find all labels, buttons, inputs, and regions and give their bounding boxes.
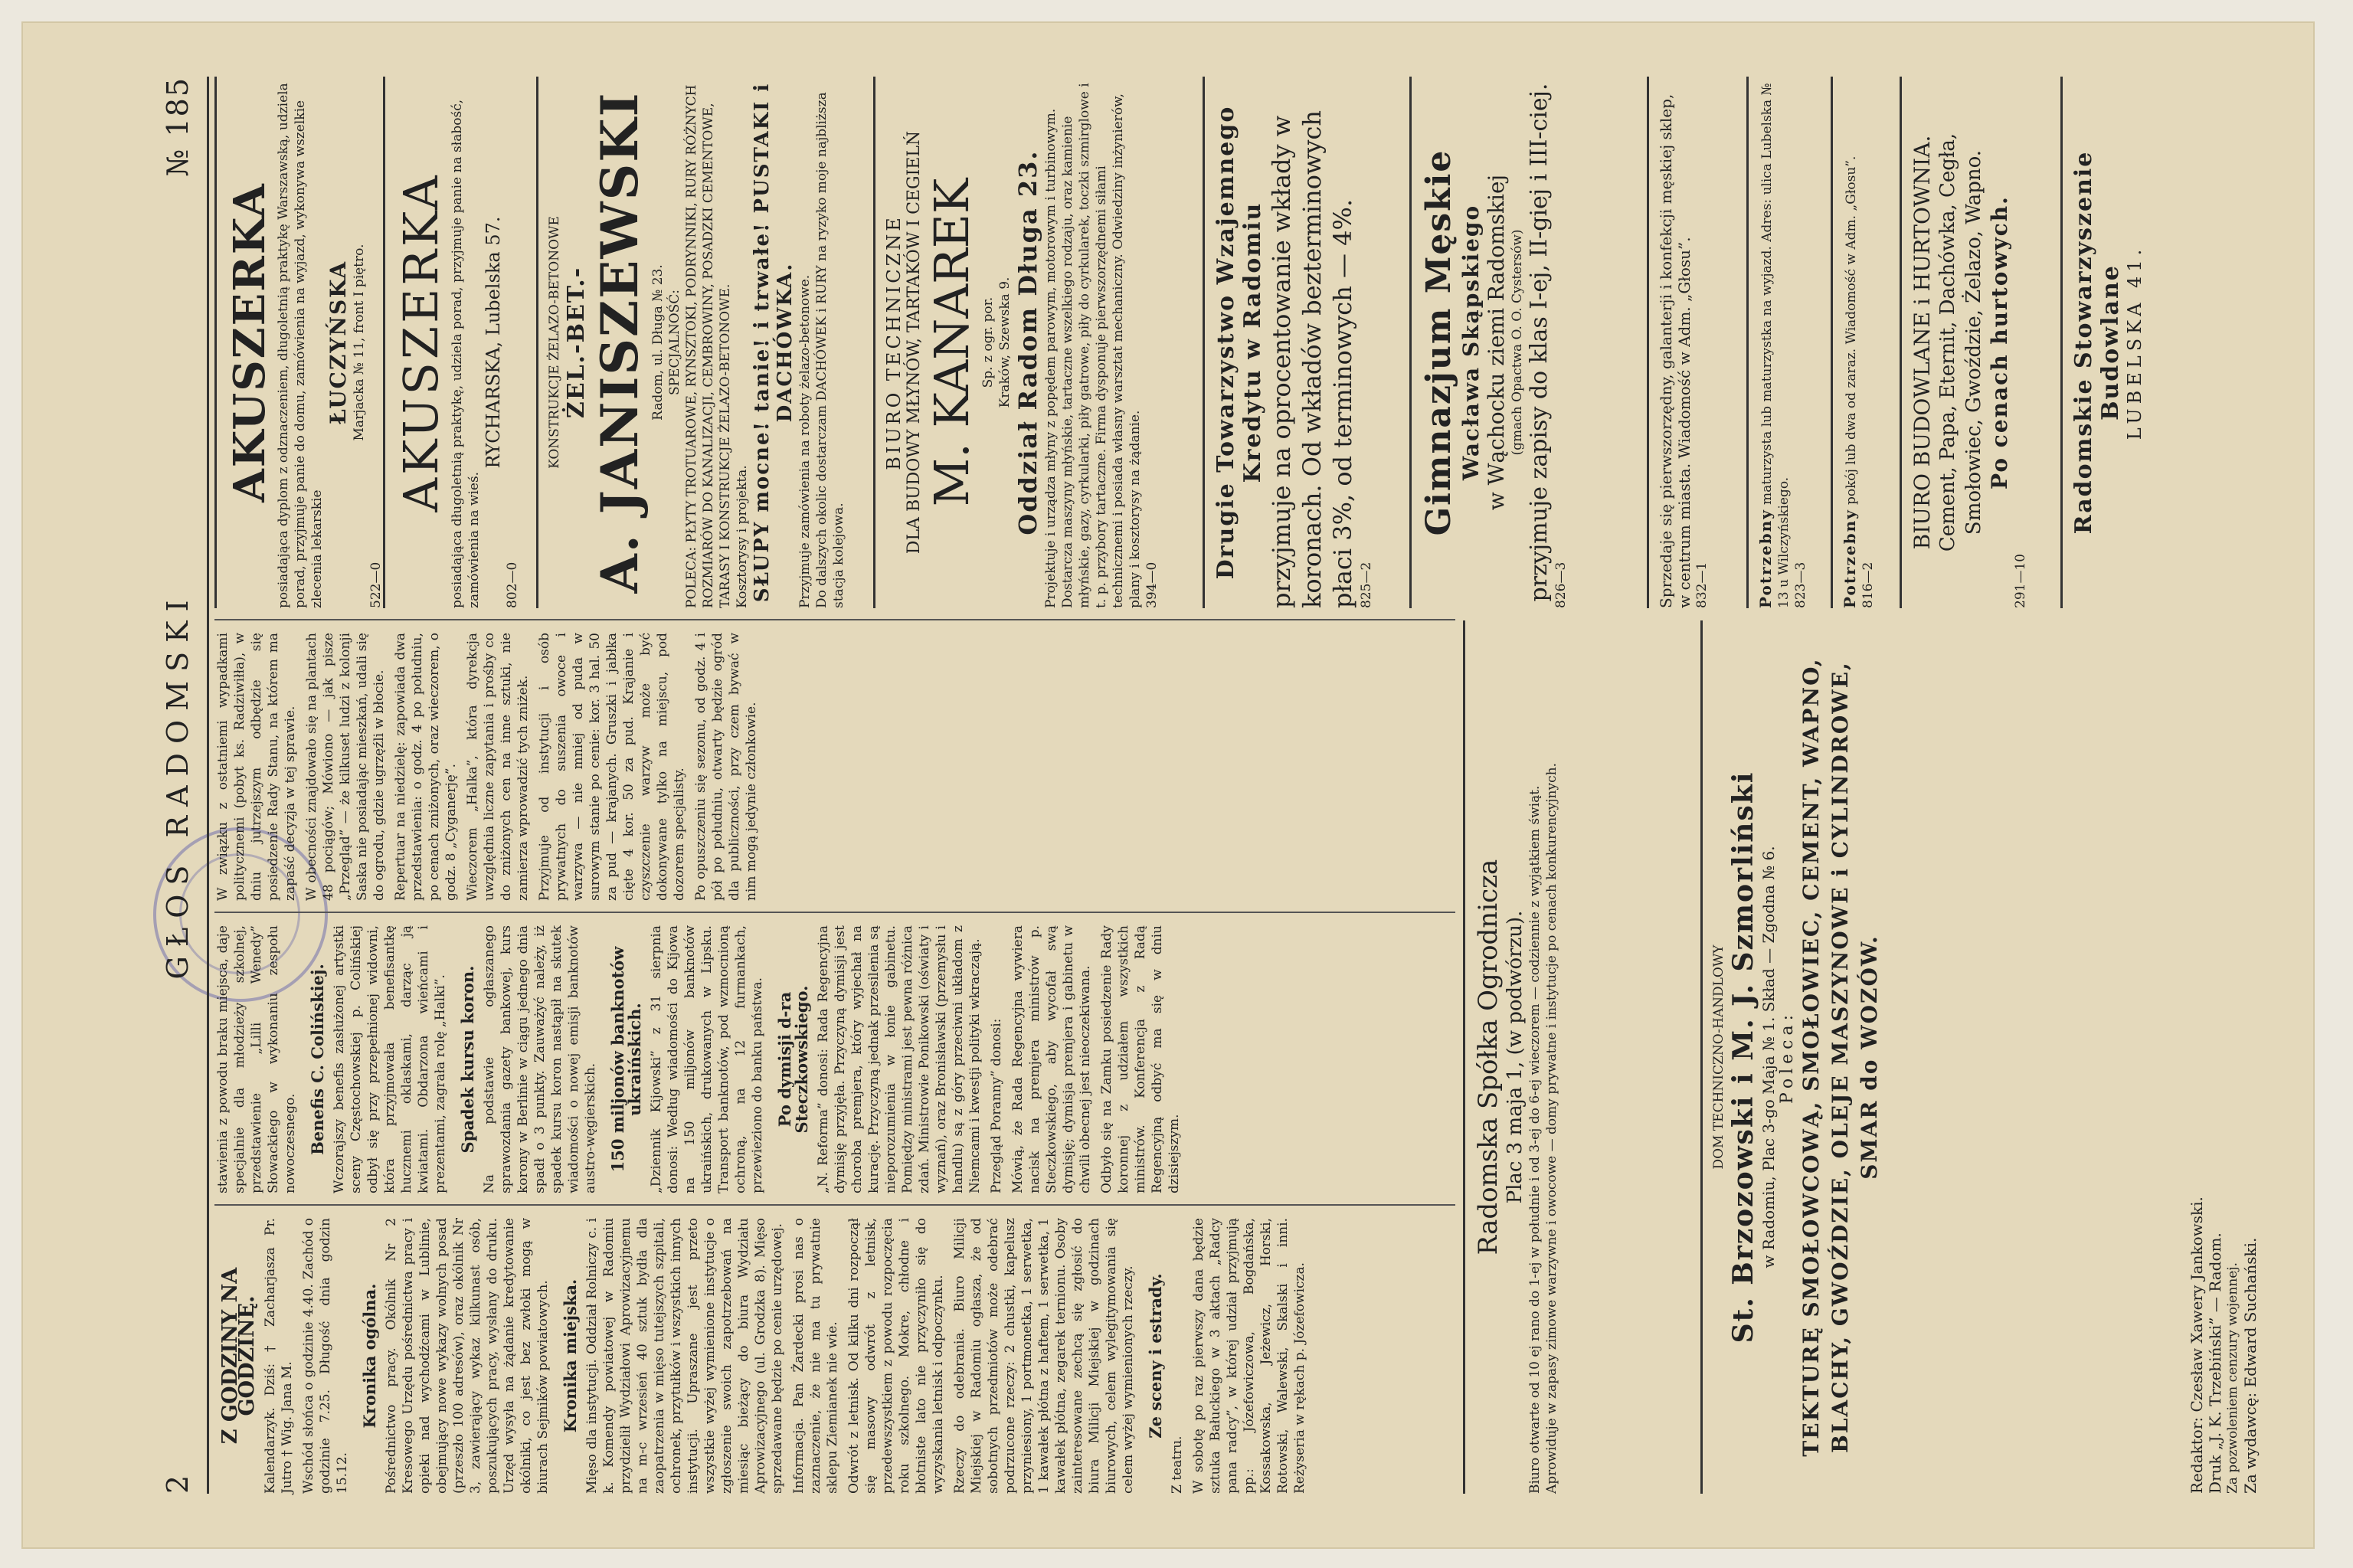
ad-list: POLECA: PŁYTY TROTUAROWE, RYNSZTOKI, PODRYNNIKI, RURY RÓŻNYCH ROZMIARÓW DO KANALIZACJI, CEMBROWINY, POSADZKI CEMENTOWE, TARASY I KONSTRUKCJE ŻELAZO-BETONOWE. [684, 84, 733, 608]
ad-address: w Radomiu, Plac 3-go Maja № 1. Skład — Zgodna № 6. [1759, 846, 1778, 1268]
article-text: „Dziennik Kijowski” z 31 sierpnia donosi: Według wiadomości do Kijowa na 150 miljonów banknotów ukraińskich, drukowanych w Lipsku. Transport banknotów, pod wzmocnioną ochroną, na 12 furmankach, przewieziono do banku państwa. [649, 925, 765, 1193]
footer-censor: Za pozwoleniem cenzury wojennej. [2225, 1262, 2240, 1494]
ad-body: pokój lub dwa od zaraz. Wiadomość w Adm. „Głosu”. [1844, 155, 1859, 506]
article-text: Repertuar na niedzielę: zapowiada dwa przedstawienia: o godz. 4 po południu, po cenach zniżonych, oraz wieczorem, o godz. 8 „Cyganerję”. [393, 633, 459, 901]
ad-poleca: Poleca: [1778, 1010, 1797, 1105]
article-text: Odwrót z letnisk. Od kilku dni rozpoczął się masowy odwrót z letnisk, przedewszystkiem z powodu rozpoczęcia roku szkolnego. Mokre, chłodne i błotniste lato nie przyczyniło się do wyzyskania letnisk i odpoczynku. [846, 1218, 946, 1494]
ad-wanted-1 [1746, 77, 1833, 608]
ad-kicker: KONSTRUKCJE ŻELAZO-BETONOWE [547, 216, 562, 469]
ad-hours: Biuro otwarte od 10 ej rano do 1-ej w południe i od 3-ej do 6-ej wieczorem — codziennie z wyjątkiem świąt. [1527, 785, 1543, 1494]
masthead-title: GŁOS RADOMSKI [161, 591, 195, 980]
ad-address: LUBELSKA 41. [2124, 244, 2145, 440]
section-heading: Ze sceny i estrady. [1146, 1273, 1165, 1439]
article-text: Rzeczy do odebrania. Biuro Milicji Miejskiej w Radomiu ogłasza, że od sobotnych przedmiotów może odebrać podrzucone rzeczy: 2 chustki, kapelusz przyniesiony, 1 portmonetka, 1 serwetka, 1 kawałek płótna z haftem, 1 serwetka, 1 kawałek płótna, zegarek ternionu. Osoby zainteresowane zechcą się zgłosić do biura Milicji Miejskiej w godzinach biurowych, celem wylegitymowania się celem wyżej wymienionych rzeczy. [952, 1218, 1136, 1494]
ad-title: St. Brzozowski i M. J. Szmorliński [1727, 771, 1759, 1344]
ad-body: przyjmuje zapisy do klas I-ej, II-giej i III-ciej. [1526, 83, 1553, 602]
page-header [153, 77, 207, 1494]
ad-body: Sprzedaje się pierwszorzędny, galanterji i konfekcji męskiej sklep, w centrum miasta. Wiadomość w Adm. „Głosu”. [1657, 93, 1694, 608]
ad-body: posiadająca dyplom z odznaczeniem, długoletnią praktykę Warszawską, udziela porad, przyjmuje panie do domu, zamówienia na wyjazd, wykonywa wszelkie zlecenia lekarskie [276, 83, 325, 608]
ad-name: ŁUCZYŃSKA [326, 260, 351, 425]
news-column-3 [214, 633, 1455, 901]
article-text: Odbyło się na Zamku posiedzenie Rady koronnej z udziałem wszystkich ministrów. Konferencja z Radą Regencyjną odbyć ma się w dniu dzisiejszym. [1099, 925, 1182, 1193]
ad-code: 826—3 [1553, 561, 1569, 608]
ad-spolka-ogrodnicza [1463, 620, 1703, 1494]
ad-name: M. KANAREK [924, 178, 980, 507]
footer-publisher: Za wydawcę: Edward Suchański. [2241, 1237, 2260, 1494]
ad-title: Radomskie Stowarzyszenie Budowlane [2070, 150, 2124, 535]
ad-biuro-budowlane [1900, 77, 2063, 608]
ad-kosztorys: Kosztorysy i projekta. [735, 465, 750, 608]
ad-label: Potrzebny [1756, 509, 1775, 608]
ad-wanted-2 [1831, 77, 1902, 608]
article-text: stawienia z powodu braku miejsca, daje specjalnie dla młodzieży szkolnej, przedstawienie „Lilli Wenedy” Słowackiego w wykonaniu zespołu nowoczesnego. [215, 925, 298, 1193]
ad-rail: Do dalszych okolic dostarczam DACHÓWEK i RURY na ryzyko moje najbliższa stacja kolejowa. [814, 92, 846, 608]
article-text: Informacja. Pan Żardecki prosi nas o zaznaczenie, że nie ma tu prywatnie sklepu Ziemianek nie wie. [791, 1218, 840, 1494]
ad-address: Radom, ul. Długa № 23. [650, 264, 666, 421]
ad-label: Potrzebny [1841, 509, 1859, 608]
ad-body: maturzysta lub maturzystka na wyjazd. Adres: ulica Lubelska № 13 u Wilczyńskiego. [1759, 83, 1792, 608]
ad-code: 816—2 [1860, 561, 1876, 608]
calendar-text: Kalendarzyk. Dziś: † Zacharjasza Pr. Jutro † Wig. Jana M. [263, 1218, 295, 1494]
ad-body: Cement, Papa, Eternit, Dachówka, Cegła, Smołowiec, Gwoździe, Żelazo, Wapno. [1936, 133, 1985, 552]
ad-name: Wacława Skąpskiego [1458, 204, 1484, 481]
section-heading: Spadek kursu koron. [458, 965, 477, 1154]
subheading: Z teatru. [1170, 1435, 1185, 1494]
ad-kanarek [873, 77, 1205, 608]
ad-branch: Oddział Radom Długa 23. [1013, 149, 1042, 535]
section-heading: 150 miljonów banknotów ukraińskich. [608, 946, 644, 1173]
article-text: Mówią, że Rada Regencyjna wywiera nacisk na premjera ministrów p. Steczkowskiego, aby wycofał swą dymisję; dymisja premjera i gabinetu w chwili obecnej jest nieoczekiwana. [1010, 925, 1093, 1193]
ad-title: AKUSZERKA [224, 182, 275, 502]
ad-code: 802—0 [505, 561, 520, 608]
ad-akuszerka-2 [383, 77, 538, 608]
ad-slogan: SŁUPY mocne! tanie! i trwałe! PUSTAKI i DACHÓWKA. [751, 82, 797, 603]
ad-address: RYCHARSKA, Lubelska 57. [483, 216, 504, 469]
ad-note: Przyjmuje zamówienia na roboty żelazo-betonowe. [797, 274, 813, 608]
section-heading: Kronika miejska. [561, 1278, 580, 1433]
section-heading: Po dymisji d-ra Steczkowskiego. [775, 985, 811, 1134]
rotated-page [23, 23, 2313, 1547]
news-column-1 [214, 1218, 1455, 1494]
ad-code: 394—0 [1144, 561, 1160, 608]
article-text: Wieczorem „Halka”, która dyrekcja uwzględnia liczne zapytania i prośby co do zniżonych cen na inne sztuki, nie zamierza wprowadzić tych zniżek. [465, 633, 531, 901]
ad-price: Po cenach hurtowych. [1987, 195, 2012, 489]
section-heading: Kronika ogólna. [360, 1283, 379, 1429]
sun-text: Wschód słońca o godzinie 4.40. Zachód o godzinie 7.25. Długość dnia godzin 15.12. [301, 1218, 350, 1494]
ad-title: AKUSZERKA [393, 172, 449, 512]
section-heading: Benefis C. Colińskiej. [308, 964, 327, 1155]
ad-body: przyjmuje na oprocentowanie wkłady w koronach. Od wkładów bezterminowych płaci 3%, od terminowych — 4%. [1267, 110, 1357, 608]
ad-kicker: BIURO TECHNICZNE [883, 214, 905, 470]
footer-printer: Druk „J. K. Trzebiński” — Radom. [2206, 1232, 2224, 1494]
ad-brzozowski [1700, 620, 2063, 1494]
ad-code: 825—2 [1359, 561, 1374, 608]
ad-name: A. JANISZEWSKI [590, 91, 650, 594]
page-footer [2188, 77, 2260, 1494]
subheading: Przegląd Poranny” donosi: [989, 1018, 1004, 1193]
ad-title: BIURO BUDOWLANE i HURTOWNIA. [1910, 135, 1935, 550]
page-number: 2 [161, 1465, 195, 1494]
ad-code: 823—3 [1793, 561, 1808, 608]
ad-body: Projektuje i urządza młyny z popędem parowym, motorowym i turbinowym. Dostarcza maszyny młyńskie, tartaczne wszelkiego rodzaju, oraz kamienie młyńskie, gazy, cyrkularki, piły gatrowe, piły do cyrkularek, toczki szmirglowe i t. p. przybory tartaczne. Firma dysponuje pierwszorzędnemi siłami technicznemi i posiada własny warsztat mechaniczny. Odwiedziny inżynierów, plany i kosztorysy na żądanie. [1043, 83, 1143, 608]
article-text: „N. Reforma” donosi: Rada Regencyjna dymisję przyjęła. Przyczyną dymisji jest choroba premjera, który wyjechał na kurację. Przyczyną jednak przesilenia są nieporozumienia w łonie gabinetu. Pomiędzy ministrami jest pewna różnica zdań. Ministrowie Ponikowski (oświaty i wyznań), oraz Bronisławski (przemysłu i handlu) są z góry przeciwni układom z Niemcami i kwestji polityki wkraczają. [816, 925, 983, 1193]
article-text: Mięso dla instytucji. Oddział Rolniczy c. i k. Komendy powiatowej w Radomiu przydzielił Wydziałowi Aprowizacyjnemu na m-c wrzesień 40 sztuk bydła dla zaopatrzenia w mięso tutejszych szpitali, ochronek, przytułków i wszystkich innych instytucji. Upraszane jest przeto wszystkie wyżej wymienione instytucje o zgłoszenie swoich zapotrzebowań na miesiąc bieżący do biura Wydziału Aprowizacyjnego (ul. Grodzka 8). Mięso sprzedawane będzie po cenie urzędowej. [584, 1218, 785, 1494]
ad-code: 291—10 [2013, 553, 2028, 608]
ad-stowarzyszenie [2060, 77, 2145, 608]
issue-number: № 185 [161, 77, 195, 177]
column-title: Z GODZINY NA GODZINĘ. [218, 1267, 259, 1445]
article-text: Na podstawie ogłaszanego sprawozdania gazety bankowej, kurs korony w Berlinie w ciągu jednego dnia spadł o 3 punkty. Zauważyć należy, iż spadek kursu koron nastąpił na skutek wiadomości o nowej emisji banknotów austro-węgierskich. [482, 925, 598, 1193]
ad-title: Gimnazjum Męskie [1419, 149, 1458, 536]
ad-address: Marjacka № 11, front I piętro. [352, 244, 367, 441]
article-text: Pośrednictwo pracy. Okólnik Nr 2 Kresowego Urzędu pośrednictwa pracy i opieki nad wychodźcami w Lublinie, obejmujący nowe wykazy wolnych posad (przeszło 100 adresów), oraz okólnik Nr 3, zawierający wykaz kilkunast osób, poszukujących pracy, wysłany do druku. Urzęd wysyła na żądanie kredytowanie okólniki, co jest bez zwłoki mogą w biurach Sejmików powiatowych. [384, 1218, 551, 1494]
article-text: Wczorajszy benefis zasłużonej artystki sceny Częstochowskiej p. Colińskiej odbył się przy przepełnionej widowni, która przyjmowała benefisantkę hucznemi oklaskami, darząc ją kwiatami. Obdarzona wieńcami i prezentami, zagrała rolę „Halki”. [332, 925, 448, 1193]
ad-address: Plac 3 maja 1, (w podwórzu). [1504, 910, 1527, 1204]
ad-credit-society [1203, 77, 1412, 608]
article-text: W obecności znajdowało się na plantach 48 pociągów; Mówiono — jak pisze „Przegląd” — że kilkuset ludzi z kolonji Saska nie posiadając mieszkań, udali się do ogrodu, gdzie ugrzęźli w błocie. [304, 633, 387, 901]
footer-editor: Redaktor: Czesław Xawery Jankowski. [2188, 1196, 2206, 1494]
ad-code: 522—0 [368, 561, 384, 608]
news-column-2 [214, 925, 1455, 1193]
ad-shop-sale [1647, 77, 1749, 608]
ad-body: posiadająca długoletnią praktykę, udziela porad, przyjmuje panie na słabość, zamówienia na wieś. [450, 99, 482, 608]
article-text: Przyjmuje od instytucji i osób prywatnych do suszenia owoce i warzywa — nie mniej od puda w surowym stanie po cenie: kor. 3 hal. 50 za pud — krajanych. Gruszki i jabłka cięte 4 kor. 50 za pud. Krajanie i czyszczenie warzyw może być dokonywane tylko na miejscu, pod dozorem specjalisty. [537, 633, 687, 901]
ad-akuszerka-1 [214, 77, 385, 608]
ad-title: Radomska Spółka Ogrodnicza [1473, 859, 1504, 1255]
newspaper-sheet [23, 23, 2313, 1547]
article-text: W sobotę po raz pierwszy dana będzie sztuka Bałuckiego w 3 aktach „Radcy pana radcy”, w której udział przyjmują pp.: Józefowiczowa, Bogdańska, Kossakowska, Jeżewicz, Horski, Rotowski, Walewski, Skalski i inni. Reżyseria w rękach p. Józefowicza. [1191, 1218, 1307, 1494]
ad-sub: DLA BUDOWY MŁYNÓW, TARTAKÓW I CEGIELŃ [905, 130, 924, 555]
ad-janiszewski [536, 77, 875, 608]
ad-brand: ŻEL.-BET.- [563, 266, 590, 419]
ad-kicker: DOM TECHNICZNO-HANDLOWY [1711, 944, 1726, 1170]
article-text: Po opuszczeniu się sezonu, od godz. 4 i pół po południu, otwarty będzie ogród dla publiczności, przy czem bywać w nim mogą jedynie członkowie. [693, 633, 759, 901]
article-text: W związku z ostatniemi wypadkami politycznemi (pobyt ks. Radziwiłła), w dniu jutrzejszym odbędzie się posiedzenie Rady Stanu, na którem ma zapaść decyzja w tej sprawie. [215, 633, 298, 901]
ad-krakow: Kraków, Szewska 9. [997, 277, 1013, 408]
ad-list: Aprowiduje w zapasy zimowe warzywne i owocowe — domy prywatne i instytucje po cenach konkurencyjnych. [1544, 763, 1559, 1494]
ad-goods: TEKTURĘ SMOŁOWCOWĄ, SMOŁOWIEC, CEMENT, WAPNO, BLACHY, GWOŹDZIE, OLEJE MASZYNOWE i CYLINDROWE, SMAR do WOZÓW. [1798, 657, 1882, 1457]
ad-place: w Wąchocku ziemi Radomskiej [1484, 174, 1509, 511]
ad-specialty: SPECJALNOŚĆ: [667, 289, 682, 396]
ad-company: Sp. z ogr. por. [980, 296, 996, 388]
ad-code: 832—1 [1694, 561, 1710, 608]
ad-note: (gmach Opactwa O. O. Cystersów) [1510, 229, 1525, 456]
ad-gimnazjum [1409, 77, 1649, 608]
ad-title: Drugie Towarzystwo Wzajemnego Kredytu w Radomiu [1212, 105, 1266, 580]
